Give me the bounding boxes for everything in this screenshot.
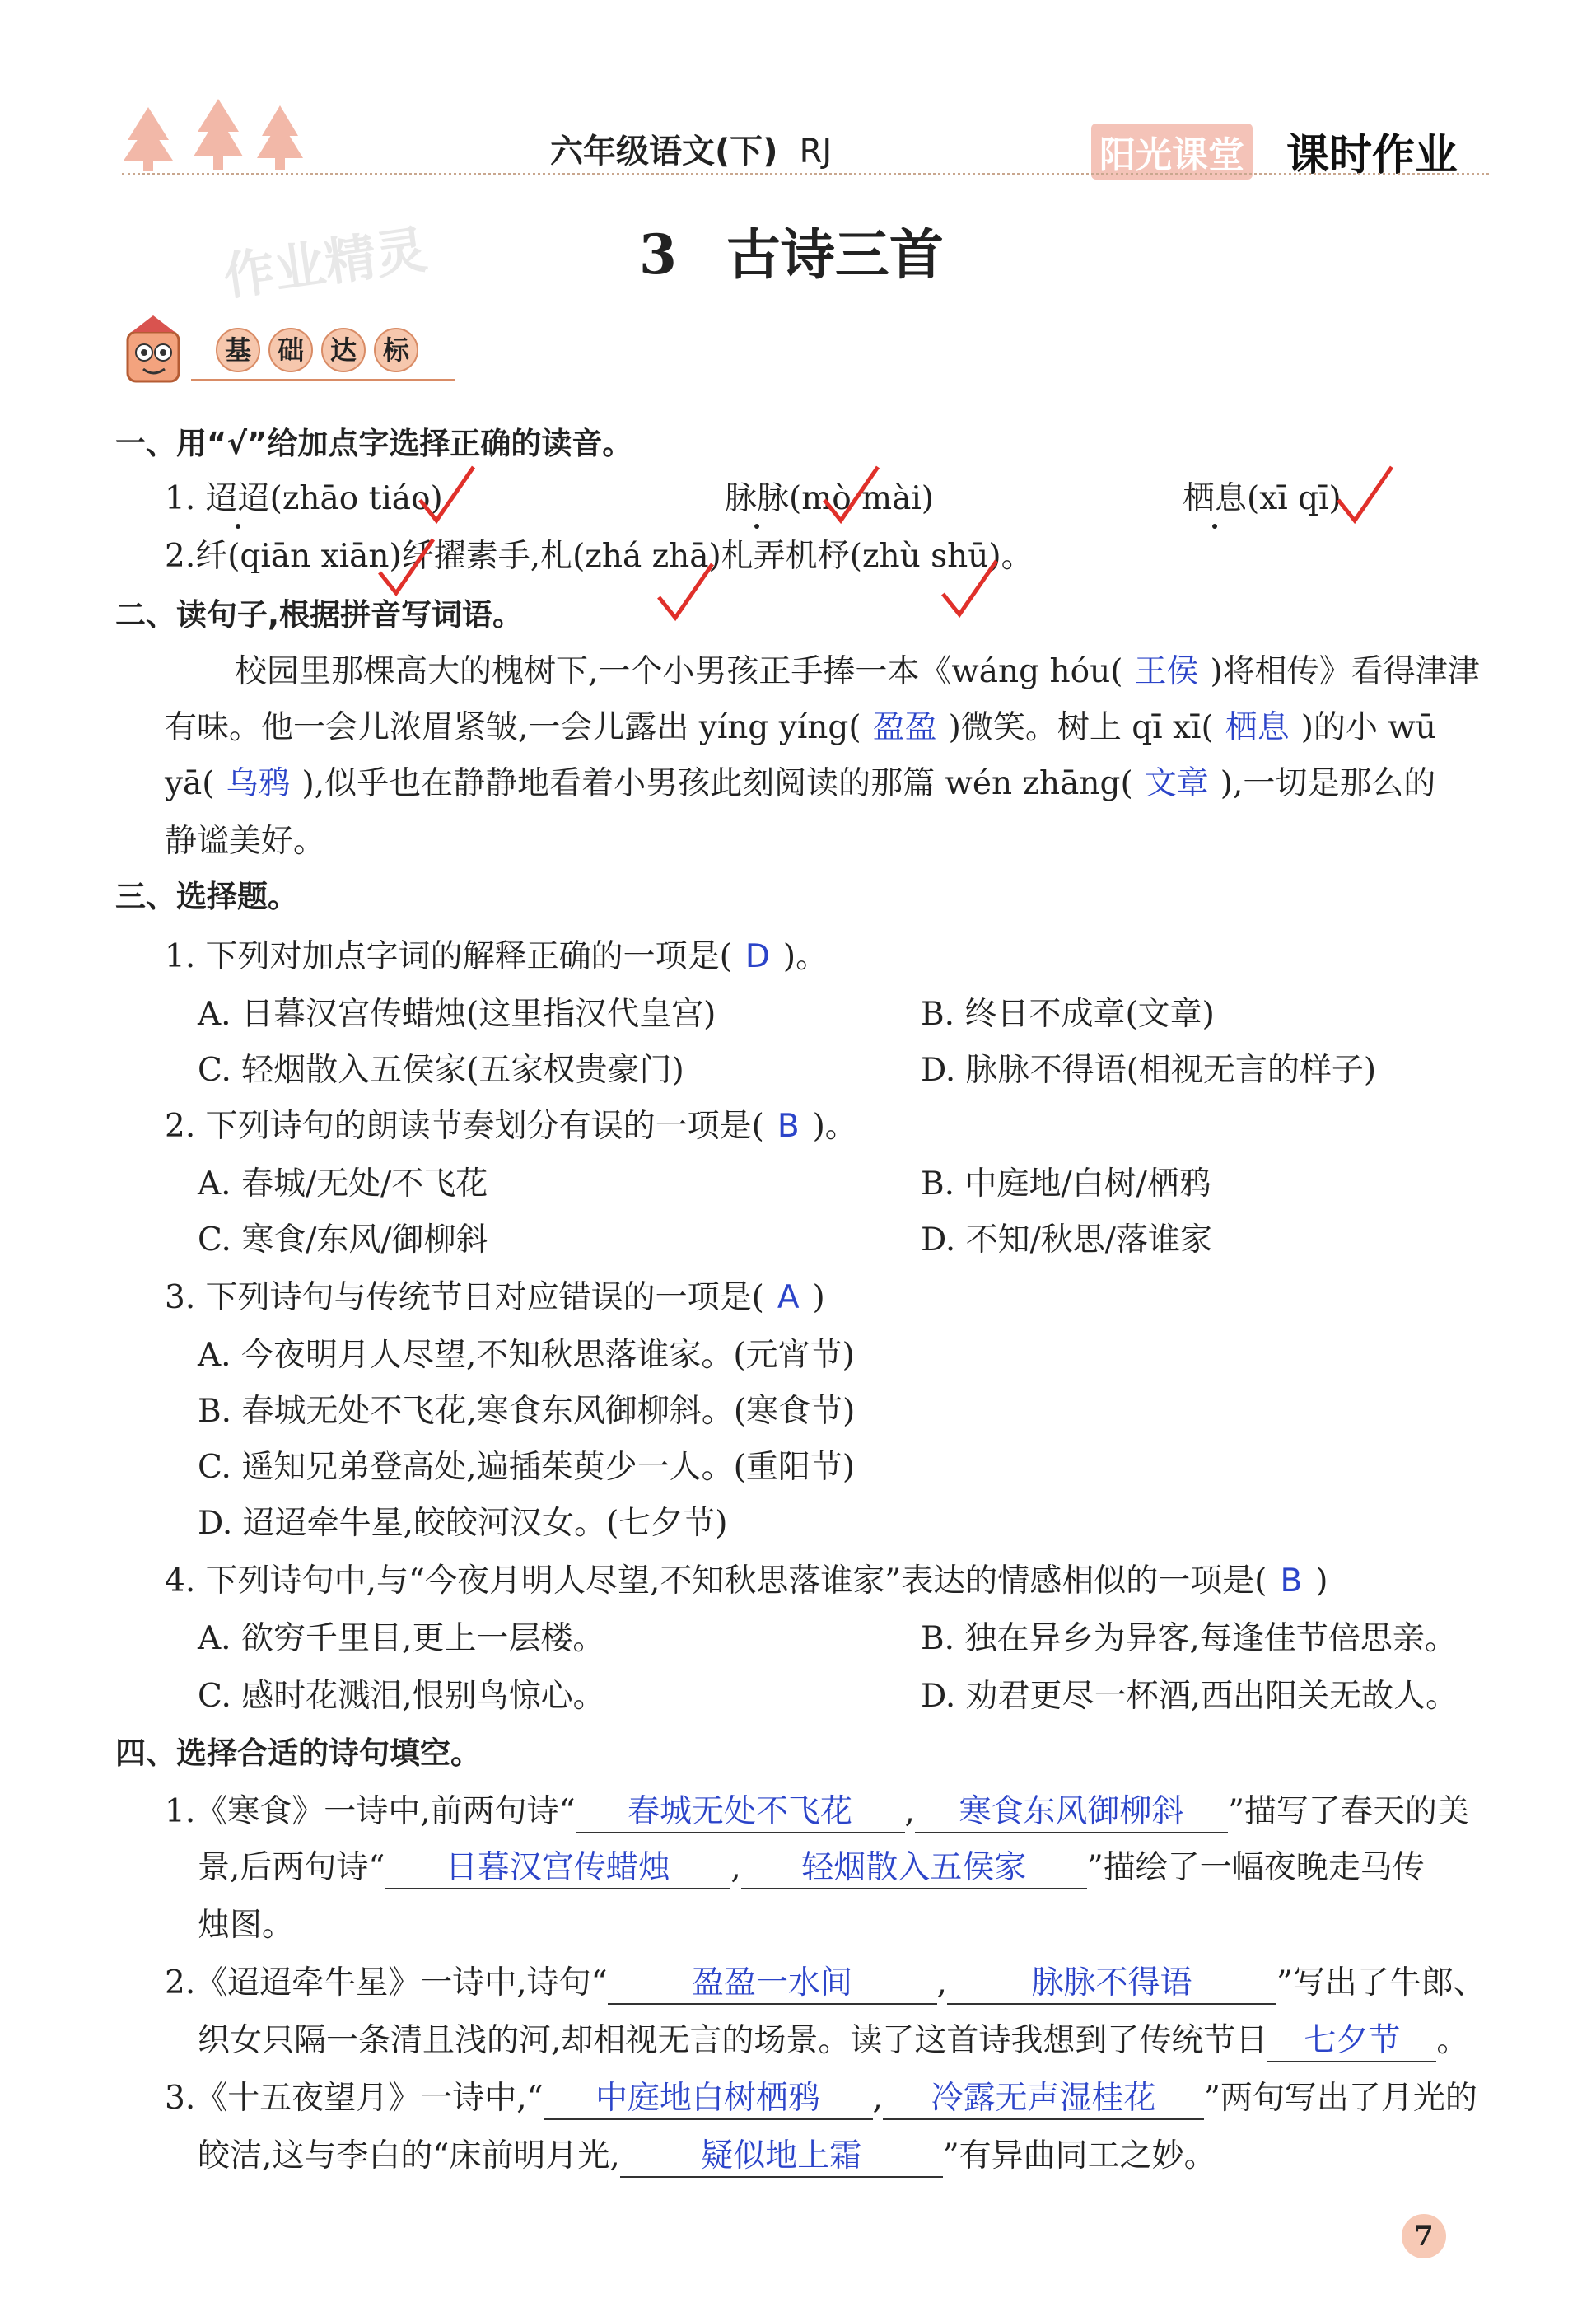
pine-trees-decoration xyxy=(115,91,321,173)
q2-heading: 二、读句子,根据拼音写词语。 xyxy=(115,597,524,633)
q3-3-option-b: B. 春城无处不飞花,寒食东风御柳斜。(寒食节) xyxy=(198,1393,856,1430)
q3-2-stem: 2. 下列诗句的朗读节奏划分有误的一项是( B )。 xyxy=(165,1108,857,1145)
page-number: 7 xyxy=(1402,2214,1446,2258)
q3-heading: 三、选择题。 xyxy=(115,879,298,914)
q4-3-line2: 皎洁,这与李白的“床前明月光, 疑似地上霜 ”有异曲同工之妙。 xyxy=(198,2130,1216,2178)
q3-4-option-b: B. 独在异乡为异客,每逢佳节倍思亲。 xyxy=(921,1620,1457,1657)
q3-3-stem: 3. 下列诗句与传统节日对应错误的一项是( A ) xyxy=(165,1279,825,1316)
q1-row2: 2.纤(qiān xiān)纤擢素手,札(zhá zhā)札弄机杼(zhù shū)。 xyxy=(165,538,1034,575)
q3-2-option-a: A. 春城/无处/不飞花 xyxy=(198,1165,488,1203)
lesson-title: 3 古诗三首 xyxy=(639,222,944,287)
q3-1-option-c: C. 轻烟散入五侯家(五家权贵豪门) xyxy=(198,1052,684,1089)
q1-row1-b: 脉脉(mò mài) xyxy=(725,473,934,519)
check-mark-icon xyxy=(1334,463,1400,529)
q2-line1: 校园里那棵高大的槐树下,一个小男孩正手捧一本《wáng hóu( 王侯 )将相传》看得津津 xyxy=(235,653,1480,690)
q3-4-option-a: A. 欲穷千里目,更上一层楼。 xyxy=(198,1620,605,1657)
q3-4-option-c: C. 感时花溅泪,恨别鸟惊心。 xyxy=(198,1678,605,1715)
q3-2-option-c: C. 寒食/东风/御柳斜 xyxy=(198,1221,488,1259)
check-mark-icon xyxy=(655,560,721,626)
q3-1-option-d: D. 脉脉不得语(相视无言的样子) xyxy=(921,1052,1377,1089)
check-mark-icon xyxy=(820,463,886,529)
q3-3-option-a: A. 今夜明月人尽望,不知秋思落谁家。(元宵节) xyxy=(198,1337,855,1374)
watermark: 作业精灵 xyxy=(219,219,431,307)
q2-line4: 静谧美好。 xyxy=(165,823,326,860)
q3-2-option-b: B. 中庭地/白树/栖鸦 xyxy=(921,1165,1211,1203)
q1-heading: 一、用“√”给加点字选择正确的读音。 xyxy=(115,426,633,461)
section-badge: 基 础 达 标 xyxy=(216,328,418,372)
q2-line3: yā( 乌鸦 ),似乎也在静静地看着小男孩此刻阅读的那篇 wén zhāng( 文章 ),一切是那么的 xyxy=(165,765,1436,802)
q2-line2: 有味。他一会儿浓眉紧皱,一会儿露出 yíng yíng( 盈盈 )微笑。树上 qī xī( 栖息 )的小 wū xyxy=(165,709,1436,746)
badge-underline xyxy=(191,379,455,381)
check-mark-icon xyxy=(416,463,482,529)
q3-4-stem: 4. 下列诗句中,与“今夜月明人尽望,不知秋思落谁家”表达的情感相似的一项是( B ) xyxy=(165,1562,1328,1600)
q4-2-line1: 2.《迢迢牵牛星》一诗中,诗句“ 盈盈一水间 , 脉脉不得语 ”写出了牛郎、 xyxy=(165,1957,1486,2005)
q4-1-line3: 烛图。 xyxy=(198,1907,295,1944)
q4-1-line2: 景,后两句诗“ 日暮汉宫传蜡烛 , 轻烟散入五侯家 ”描绘了一幅夜晚走马传 xyxy=(198,1842,1425,1889)
brand-title: 课时作业 xyxy=(1286,131,1458,180)
q3-3-option-d: D. 迢迢牵牛星,皎皎河汉女。(七夕节) xyxy=(198,1505,728,1542)
brand-badge: 阳光课堂 xyxy=(1091,124,1253,180)
check-mark-icon xyxy=(939,557,1005,623)
header-grade: 六年级语文(下) RJ xyxy=(550,133,833,170)
q3-4-option-d: D. 劝君更尽一杯酒,西出阳关无故人。 xyxy=(921,1678,1458,1715)
q1-row1-a: 1. 迢迢(zhāo tiáo) xyxy=(165,473,443,519)
q4-3-line1: 3.《十五夜望月》一诗中,“ 中庭地白树栖鸦 , 冷露无声湿桂花 ”两句写出了月光的 xyxy=(165,2072,1477,2120)
q3-1-option-a: A. 日暮汉宫传蜡烛(这里指汉代皇宫) xyxy=(198,996,716,1033)
q1-row1-c: 栖息(xī qī) xyxy=(1183,473,1342,519)
q4-2-line2: 织女只隔一条清且浅的河,却相视无言的场景。读了这首诗我想到了传统节日 七夕节 。 xyxy=(198,2015,1468,2062)
q3-2-option-d: D. 不知/秋思/落谁家 xyxy=(921,1221,1212,1259)
q3-1-option-b: B. 终日不成章(文章) xyxy=(921,996,1215,1033)
q4-1-line1: 1.《寒食》一诗中,前两句诗“ 春城无处不飞花 , 寒食东风御柳斜 ”描写了春天的美 xyxy=(165,1786,1469,1833)
header-rule xyxy=(122,173,1489,175)
mascot-icon xyxy=(115,311,194,394)
q3-3-option-c: C. 遥知兄弟登高处,遍插茱萸少一人。(重阳节) xyxy=(198,1449,856,1486)
q4-heading: 四、选择合适的诗句填空。 xyxy=(115,1735,481,1771)
q3-1-stem: 1. 下列对加点字词的解释正确的一项是( D )。 xyxy=(165,938,828,975)
